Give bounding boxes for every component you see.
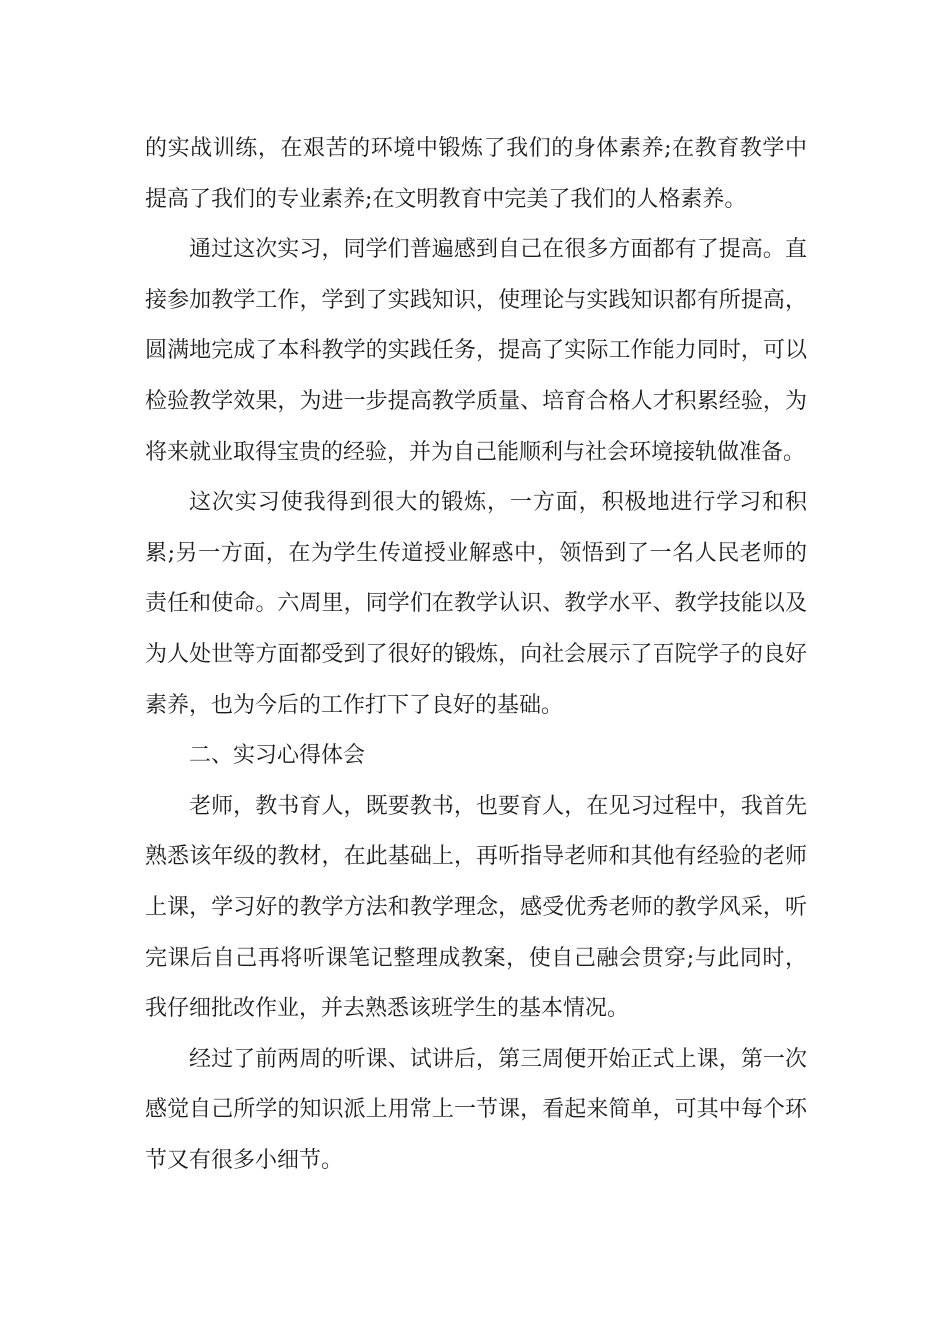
paragraph-2: 通过这次实习，同学们普遍感到自己在很多方面都有了提高。直接参加教学工作，学到了实践知识，使理论与实践知识都有所提高，圆满地完成了本科教学的实践任务，提高了实际工作能力同时，可以检验教学效果，为进一步提高教学质量、培育合格人才积累经验，为将来就业取得宝贵的经验，并为自己能顺利与社会环境接轨做准备。: [145, 237, 807, 465]
document-body: [145, 124, 807, 1186]
paragraph-1: 的实战训练，在艰苦的环境中锻炼了我们的身体素养;在教育教学中提高了我们的专业素养;在文明教育中完美了我们的人格素养。: [145, 136, 807, 212]
paragraph-3: 这次实习使我得到很大的锻炼，一方面，积极地进行学习和积累;另一方面，在为学生传道授业解惑中，领悟到了一名人民老师的责任和使命。六周里，同学们在教学认识、教学水平、教学技能以及为人处世等方面都受到了很好的锻炼，向社会展示了百院学子的良好素养，也为今后的工作打下了良好的基础。: [145, 490, 807, 718]
paragraph-4: 老师，教书育人，既要教书，也要育人，在见习过程中，我首先熟悉该年级的教材，在此基础上，再听指导老师和其他有经验的老师上课，学习好的教学方法和教学理念，感受优秀老师的教学风采，听完课后自己再将听课笔记整理成教案，使自己融会贯穿;与此同时，我仔细批改作业，并去熟悉该班学生的基本情况。: [145, 793, 807, 1022]
paragraph-5: 经过了前两周的听课、试讲后，第三周便开始正式上课，第一次感觉自己所学的知识派上用常上一节课，看起来简单，可其中每个环节又有很多小细节。: [145, 1046, 807, 1173]
section-heading: 二、实习心得体会: [189, 743, 366, 769]
